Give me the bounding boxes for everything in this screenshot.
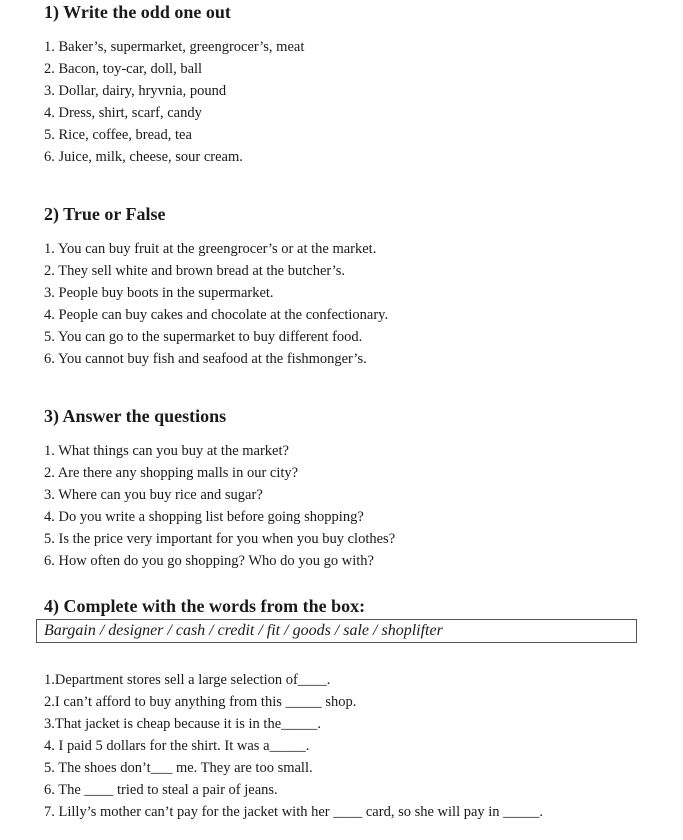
list-item: 6. The ____ tried to steal a pair of jeans. bbox=[44, 782, 278, 798]
list-item: 2. Are there any shopping malls in our city? bbox=[44, 465, 299, 481]
word-box: Bargain / designer / cash / credit / fit / goods / sale / shoplifter bbox=[36, 619, 637, 643]
list-item: 5. You can go to the supermarket to buy different food. bbox=[44, 329, 363, 345]
section1-list bbox=[44, 36, 304, 168]
section3-heading: 3) Answer the questions bbox=[44, 406, 227, 426]
section4-list bbox=[44, 669, 543, 823]
list-item: 5. Is the price very important for you when you buy clothes? bbox=[44, 531, 396, 547]
list-item: 2. Bacon, toy-car, doll, ball bbox=[44, 61, 203, 77]
list-item: 3. Where can you buy rice and sugar? bbox=[44, 487, 263, 503]
list-item: 5. Rice, coffee, bread, tea bbox=[44, 127, 192, 143]
list-item: 4. Do you write a shopping list before going shopping? bbox=[44, 509, 364, 525]
list-item: 3. People buy boots in the supermarket. bbox=[44, 285, 274, 301]
list-item: 5. The shoes don’t___ me. They are too small. bbox=[44, 760, 313, 776]
list-item: 7. Lilly’s mother can’t pay for the jacket with her ____ card, so she will pay in _____. bbox=[44, 804, 544, 820]
list-item: 6. Juice, milk, cheese, sour cream. bbox=[44, 149, 243, 165]
list-item: 6. You cannot buy fish and seafood at the fishmonger’s. bbox=[44, 351, 367, 367]
section3-list bbox=[44, 440, 395, 572]
list-item: 1. You can buy fruit at the greengrocer’s or at the market. bbox=[44, 241, 377, 257]
list-item: 2.I can’t afford to buy anything from this _____ shop. bbox=[44, 694, 357, 710]
section2-heading: 2) True or False bbox=[44, 204, 166, 224]
section4-heading: 4) Complete with the words from the box: bbox=[44, 596, 366, 616]
section2-list bbox=[44, 238, 388, 370]
list-item: 6. How often do you go shopping? Who do you go with? bbox=[44, 553, 374, 569]
list-item: 2. They sell white and brown bread at the butcher’s. bbox=[44, 263, 346, 279]
list-item: 1.Department stores sell a large selection of____. bbox=[44, 672, 331, 688]
section1-heading: 1) Write the odd one out bbox=[44, 2, 231, 22]
list-item: 4. People can buy cakes and chocolate at the confectionary. bbox=[44, 307, 389, 323]
list-item: 3. Dollar, dairy, hryvnia, pound bbox=[44, 83, 227, 99]
list-item: 4. I paid 5 dollars for the shirt. It was a_____. bbox=[44, 738, 310, 754]
list-item: 4. Dress, shirt, scarf, candy bbox=[44, 105, 202, 121]
list-item: 3.That jacket is cheap because it is in the_____. bbox=[44, 716, 322, 732]
list-item: 1. What things can you buy at the market? bbox=[44, 443, 289, 459]
list-item: 1. Baker’s, supermarket, greengrocer’s, meat bbox=[44, 39, 305, 55]
